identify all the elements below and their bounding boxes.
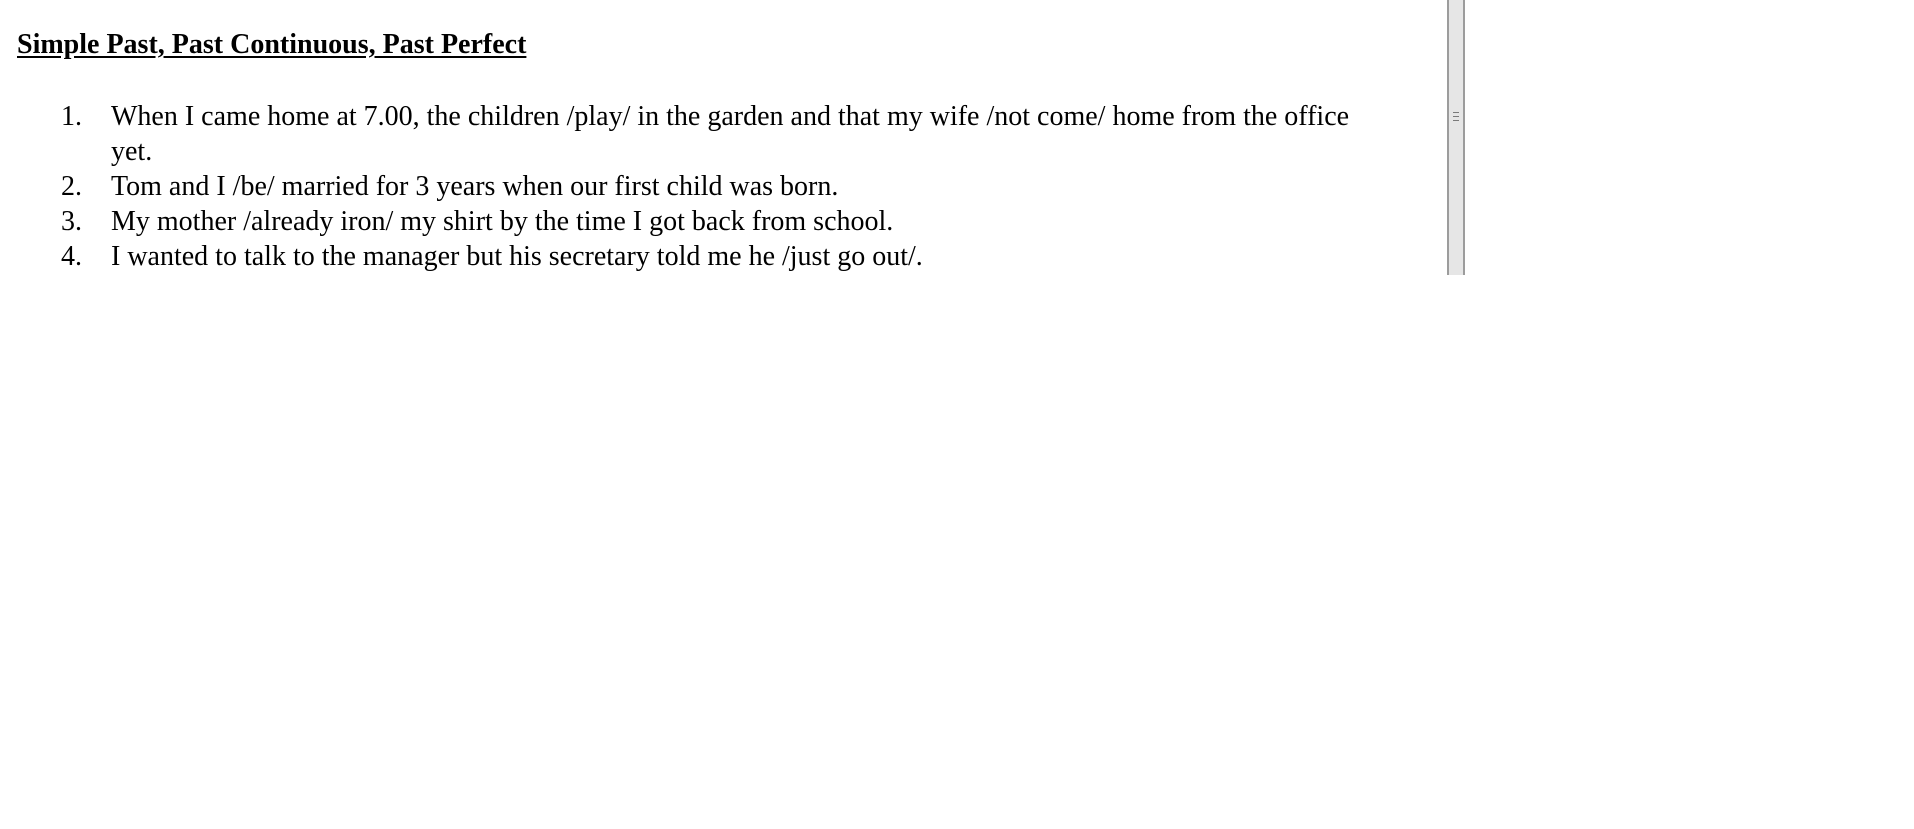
list-item-text: I wanted to talk to the manager but his secretary told me he /just go out/. [111, 241, 923, 272]
list-item-number: 3. [61, 206, 82, 237]
list-item-number: 1. [61, 101, 82, 132]
list-item-text: My mother /already iron/ my shirt by the time I got back from school. [111, 206, 894, 237]
exercise-list [0, 99, 1380, 274]
frame-splitter[interactable] [1447, 0, 1465, 275]
list-item-text: Tom and I /be/ married for 3 years when our first child was born. [111, 171, 839, 202]
list-item [0, 239, 1380, 274]
list-item-text: When I came home at 7.00, the children /play/ in the garden and that my wife /not come/ home from the office yet. [111, 101, 1350, 167]
grip-lines-icon [1453, 112, 1459, 121]
list-item [0, 169, 1380, 204]
list-item-number: 4. [61, 241, 82, 272]
list-item [0, 204, 1380, 239]
list-item-number: 2. [61, 171, 82, 202]
document-frame [0, 0, 1443, 275]
page-title: Simple Past, Past Continuous, Past Perfect [17, 29, 527, 60]
list-item [0, 99, 1380, 169]
